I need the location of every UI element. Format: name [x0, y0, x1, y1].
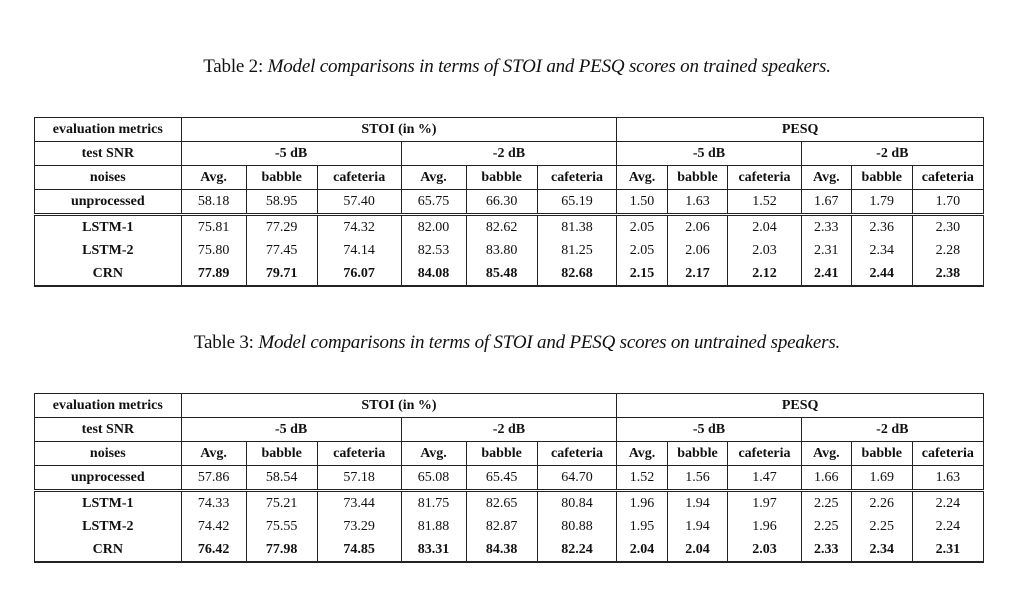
table-cell: 2.04 — [667, 538, 728, 562]
row-label: unprocessed — [35, 466, 182, 491]
row-label: LSTM-2 — [35, 239, 182, 262]
snr-header: -2 dB — [801, 142, 983, 166]
header-row-noises — [35, 442, 984, 466]
metrics-label: evaluation metrics — [35, 394, 182, 418]
table-cell: 82.53 — [401, 239, 466, 262]
table-cell: 75.81 — [181, 215, 246, 240]
table-cell: 74.33 — [181, 491, 246, 516]
row-label: LSTM-2 — [35, 515, 182, 538]
snr-header: -2 dB — [401, 418, 617, 442]
table-cell: 2.26 — [851, 491, 912, 516]
table-cell: 75.21 — [246, 491, 317, 516]
table-cell: 82.65 — [466, 491, 537, 516]
table-cell: 2.03 — [728, 538, 801, 562]
table-cell: 73.44 — [317, 491, 401, 516]
noise-column-header: cafeteria — [317, 442, 401, 466]
table-cell: 2.25 — [851, 515, 912, 538]
noise-column-header: Avg. — [801, 166, 851, 190]
table-cell: 1.47 — [728, 466, 801, 491]
table-cell: 2.24 — [912, 491, 983, 516]
table-cell: 82.24 — [537, 538, 617, 562]
table-cell: 75.55 — [246, 515, 317, 538]
table-cell: 2.33 — [801, 538, 851, 562]
table-cell: 82.62 — [466, 215, 537, 240]
noise-column-header: babble — [667, 442, 728, 466]
noise-column-header: babble — [667, 166, 728, 190]
table-cell: 74.14 — [317, 239, 401, 262]
noise-column-header: babble — [466, 442, 537, 466]
metrics-label: evaluation metrics — [35, 118, 182, 142]
snr-header: -2 dB — [801, 418, 983, 442]
caption-prefix: Table 2: — [203, 56, 264, 77]
table-row — [35, 466, 984, 491]
table-cell: 1.52 — [728, 190, 801, 215]
table-cell: 1.79 — [851, 190, 912, 215]
table-cell: 74.42 — [181, 515, 246, 538]
table-cell: 1.96 — [617, 491, 667, 516]
table-cell: 82.68 — [537, 262, 617, 286]
noise-column-header: babble — [851, 166, 912, 190]
table-cell: 77.29 — [246, 215, 317, 240]
table-cell: 65.08 — [401, 466, 466, 491]
table-cell: 77.45 — [246, 239, 317, 262]
table-cell: 81.25 — [537, 239, 617, 262]
table-cell: 2.05 — [617, 239, 667, 262]
table-cell: 2.25 — [801, 491, 851, 516]
table-cell: 2.06 — [667, 239, 728, 262]
table-cell: 74.32 — [317, 215, 401, 240]
table-3-caption — [0, 332, 1034, 354]
noise-column-header: cafeteria — [537, 166, 617, 190]
table-cell: 81.38 — [537, 215, 617, 240]
table-cell: 66.30 — [466, 190, 537, 215]
noises-label: noises — [35, 442, 182, 466]
table-cell: 2.03 — [728, 239, 801, 262]
table-cell: 57.18 — [317, 466, 401, 491]
table-cell: 83.80 — [466, 239, 537, 262]
header-row-metrics — [35, 394, 984, 418]
table-cell: 2.41 — [801, 262, 851, 286]
table-row — [35, 239, 984, 262]
table-cell: 2.38 — [912, 262, 983, 286]
table-cell: 1.95 — [617, 515, 667, 538]
table-cell: 58.54 — [246, 466, 317, 491]
noise-column-header: Avg. — [181, 166, 246, 190]
table-cell: 1.94 — [667, 515, 728, 538]
table-cell: 1.52 — [617, 466, 667, 491]
snr-header: -5 dB — [617, 418, 801, 442]
table-cell: 80.84 — [537, 491, 617, 516]
table-cell: 73.29 — [317, 515, 401, 538]
table-cell: 2.04 — [728, 215, 801, 240]
noise-column-header: Avg. — [401, 166, 466, 190]
snr-header: -2 dB — [401, 142, 617, 166]
noise-column-header: cafeteria — [317, 166, 401, 190]
table-cell: 58.18 — [181, 190, 246, 215]
table-row — [35, 491, 984, 516]
table-3 — [34, 393, 984, 563]
table-cell: 2.33 — [801, 215, 851, 240]
table-cell: 57.40 — [317, 190, 401, 215]
table-cell: 1.96 — [728, 515, 801, 538]
table-cell: 2.25 — [801, 515, 851, 538]
table-cell: 2.15 — [617, 262, 667, 286]
pesq-header: PESQ — [617, 118, 984, 142]
table-cell: 2.44 — [851, 262, 912, 286]
table-cell: 77.89 — [181, 262, 246, 286]
table-cell: 65.75 — [401, 190, 466, 215]
table-2 — [34, 117, 984, 287]
table-cell: 83.31 — [401, 538, 466, 562]
table-row — [35, 262, 984, 286]
noise-column-header: Avg. — [801, 442, 851, 466]
table-cell: 1.69 — [851, 466, 912, 491]
table-cell: 65.45 — [466, 466, 537, 491]
header-row-metrics — [35, 118, 984, 142]
stoi-header: STOI (in %) — [181, 394, 617, 418]
noise-column-header: babble — [246, 166, 317, 190]
header-row-snr — [35, 142, 984, 166]
snr-header: -5 dB — [617, 142, 801, 166]
noise-column-header: babble — [246, 442, 317, 466]
header-row-noises — [35, 166, 984, 190]
table-cell: 79.71 — [246, 262, 317, 286]
table-cell: 82.87 — [466, 515, 537, 538]
table-cell: 2.31 — [912, 538, 983, 562]
table-cell: 57.86 — [181, 466, 246, 491]
table-row — [35, 190, 984, 215]
table-cell: 81.75 — [401, 491, 466, 516]
caption-text: Model comparisons in terms of STOI and PESQ scores on untrained speakers. — [258, 332, 841, 353]
row-label: LSTM-1 — [35, 215, 182, 240]
table-cell: 1.63 — [667, 190, 728, 215]
noise-column-header: cafeteria — [537, 442, 617, 466]
row-label: LSTM-1 — [35, 491, 182, 516]
pesq-header: PESQ — [617, 394, 984, 418]
table-cell: 1.70 — [912, 190, 983, 215]
table-cell: 77.98 — [246, 538, 317, 562]
table-cell: 80.88 — [537, 515, 617, 538]
table-cell: 1.67 — [801, 190, 851, 215]
caption-text: Model comparisons in terms of STOI and PESQ scores on trained speakers. — [267, 56, 831, 77]
noises-label: noises — [35, 166, 182, 190]
table-row — [35, 215, 984, 240]
row-label: CRN — [35, 538, 182, 562]
table-cell: 1.66 — [801, 466, 851, 491]
table-cell: 74.85 — [317, 538, 401, 562]
table-cell: 2.05 — [617, 215, 667, 240]
table-cell: 2.24 — [912, 515, 983, 538]
snr-header: -5 dB — [181, 418, 401, 442]
noise-column-header: cafeteria — [728, 442, 801, 466]
table-cell: 84.38 — [466, 538, 537, 562]
table-cell: 2.12 — [728, 262, 801, 286]
table-cell: 2.28 — [912, 239, 983, 262]
stoi-header: STOI (in %) — [181, 118, 617, 142]
snr-header: -5 dB — [181, 142, 401, 166]
table-cell: 85.48 — [466, 262, 537, 286]
table-cell: 2.06 — [667, 215, 728, 240]
table-cell: 65.19 — [537, 190, 617, 215]
table-cell: 2.30 — [912, 215, 983, 240]
table-cell: 1.50 — [617, 190, 667, 215]
header-row-snr — [35, 418, 984, 442]
table-cell: 2.31 — [801, 239, 851, 262]
snr-label: test SNR — [35, 418, 182, 442]
table-cell: 2.34 — [851, 239, 912, 262]
table-cell: 1.56 — [667, 466, 728, 491]
table-cell: 76.07 — [317, 262, 401, 286]
noise-column-header: Avg. — [401, 442, 466, 466]
noise-column-header: Avg. — [181, 442, 246, 466]
table-cell: 64.70 — [537, 466, 617, 491]
table-cell: 81.88 — [401, 515, 466, 538]
table-cell: 75.80 — [181, 239, 246, 262]
table-row — [35, 538, 984, 562]
row-label: unprocessed — [35, 190, 182, 215]
table-cell: 1.63 — [912, 466, 983, 491]
table-cell: 2.17 — [667, 262, 728, 286]
table-cell: 76.42 — [181, 538, 246, 562]
noise-column-header: cafeteria — [912, 442, 983, 466]
row-label: CRN — [35, 262, 182, 286]
noise-column-header: babble — [851, 442, 912, 466]
table-cell: 2.36 — [851, 215, 912, 240]
table-cell: 84.08 — [401, 262, 466, 286]
caption-prefix: Table 3: — [193, 332, 254, 353]
snr-label: test SNR — [35, 142, 182, 166]
table-cell: 82.00 — [401, 215, 466, 240]
noise-column-header: babble — [466, 166, 537, 190]
table-cell: 1.94 — [667, 491, 728, 516]
table-cell: 2.34 — [851, 538, 912, 562]
noise-column-header: Avg. — [617, 166, 667, 190]
table-row — [35, 515, 984, 538]
table-cell: 2.04 — [617, 538, 667, 562]
noise-column-header: cafeteria — [728, 166, 801, 190]
noise-column-header: cafeteria — [912, 166, 983, 190]
table-cell: 58.95 — [246, 190, 317, 215]
noise-column-header: Avg. — [617, 442, 667, 466]
table-2-caption — [0, 56, 1034, 78]
table-cell: 1.97 — [728, 491, 801, 516]
